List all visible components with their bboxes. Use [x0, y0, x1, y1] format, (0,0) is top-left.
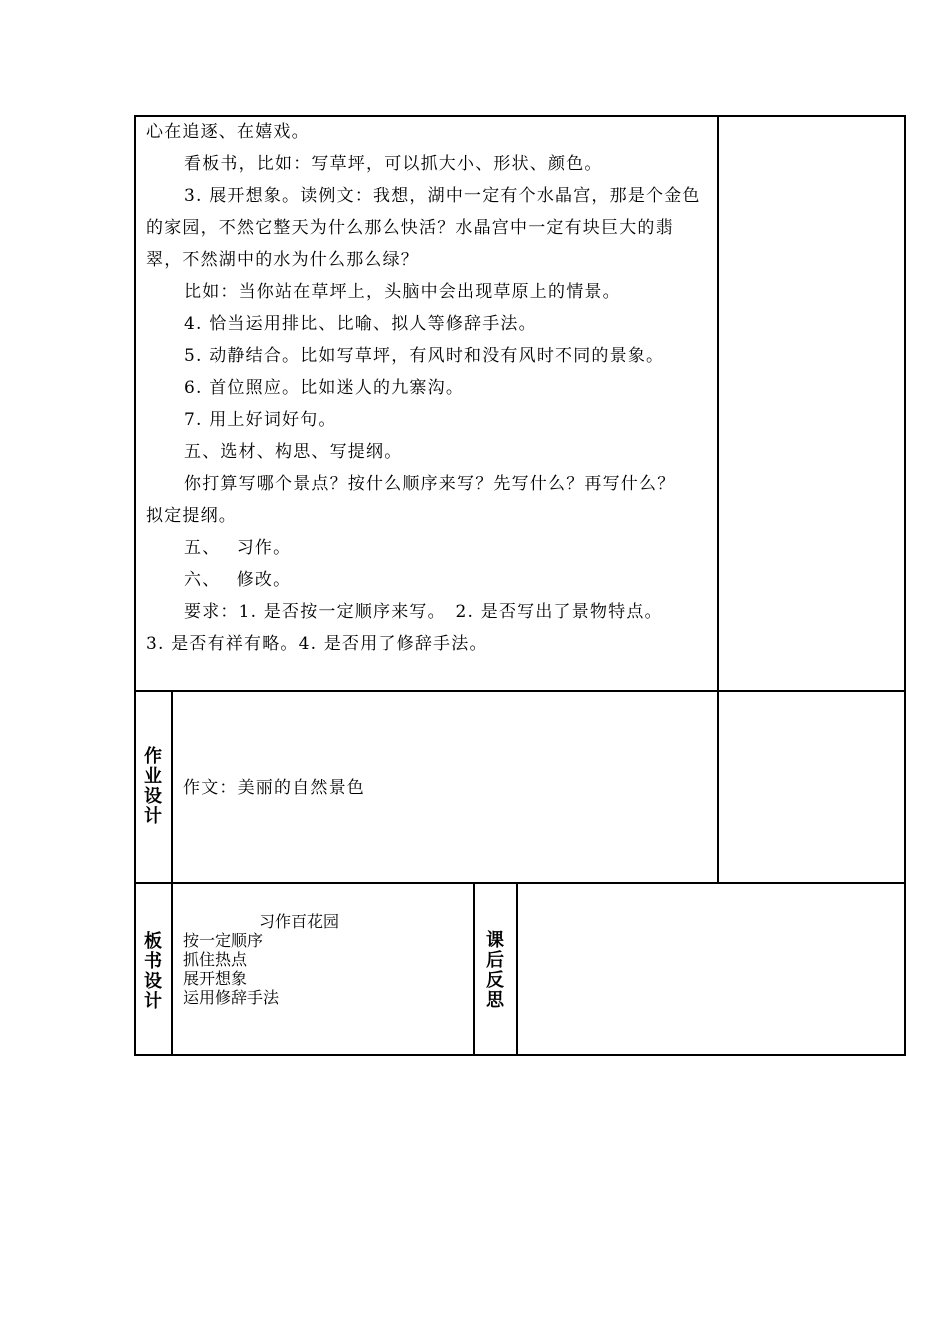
paragraph: 5. 动静结合。比如写草坪，有风时和没有风时不同的景象。 [184, 346, 665, 366]
row-divider-1 [134, 690, 906, 692]
board-item: 按一定顺序 [183, 931, 264, 950]
column-divider-main [717, 115, 719, 884]
column-divider-label [171, 690, 173, 1056]
paragraph: 五、选材、构思、写提纲。 [184, 442, 403, 462]
table-bottom-border [134, 1054, 906, 1056]
board-title: 习作百花园 [259, 912, 340, 931]
label-char: 计 [144, 806, 162, 827]
label-char: 作 [144, 746, 162, 767]
board-item: 运用修辞手法 [183, 988, 280, 1007]
label-char: 后 [486, 950, 504, 971]
paragraph: 六、 修改。 [184, 570, 292, 590]
board-item: 展开想象 [183, 969, 248, 988]
paragraph: 比如：当你站在草坪上，头脑中会出现草原上的情景。 [184, 282, 621, 302]
row-divider-2 [134, 882, 906, 884]
paragraph: 的家园，不然它整天为什么那么快活？水晶宫中一定有块巨大的翡 [146, 218, 674, 238]
label-char: 设 [144, 971, 162, 992]
table-right-border [904, 115, 906, 1056]
paragraph: 你打算写哪个景点？按什么顺序来写？先写什么？再写什么？ [184, 474, 676, 494]
paragraph: 4. 恰当运用排比、比喻、拟人等修辞手法。 [184, 314, 537, 334]
paragraph: 看板书，比如：写草坪，可以抓大小、形状、颜色。 [184, 154, 603, 174]
board-item: 抓住热点 [183, 950, 248, 969]
paragraph: 五、 习作。 [184, 538, 292, 558]
reflection-label [484, 931, 506, 1011]
table-left-border [134, 115, 136, 1056]
label-char: 业 [144, 766, 162, 787]
paragraph: 3. 是否有祥有略。4. 是否用了修辞手法。 [146, 634, 488, 654]
label-char: 书 [144, 951, 162, 972]
paragraph: 要求：1. 是否按一定顺序来写。 2. 是否写出了景物特点。 [184, 602, 663, 622]
label-char: 思 [486, 990, 504, 1011]
label-char: 板 [144, 931, 162, 952]
paragraph: 7. 用上好词好句。 [184, 410, 337, 430]
label-char: 计 [144, 991, 162, 1012]
table-top-border [134, 115, 906, 117]
label-char: 设 [144, 786, 162, 807]
board-design-label [142, 932, 164, 1012]
homework-label [142, 747, 164, 827]
paragraph: 6. 首位照应。比如迷人的九寨沟。 [184, 378, 465, 398]
paragraph: 翠，不然湖中的水为什么那么绿？ [146, 250, 419, 270]
column-divider-board-left [473, 882, 475, 1056]
paragraph: 拟定提纲。 [146, 506, 237, 526]
label-char: 课 [486, 930, 504, 951]
paragraph: 心在追逐、在嬉戏。 [146, 122, 310, 142]
homework-content: 作文：美丽的自然景色 [183, 778, 365, 798]
paragraph: 3. 展开想象。读例文：我想，湖中一定有个水晶宫，那是个金色 [184, 186, 701, 206]
column-divider-board-right [516, 882, 518, 1056]
label-char: 反 [486, 970, 504, 991]
